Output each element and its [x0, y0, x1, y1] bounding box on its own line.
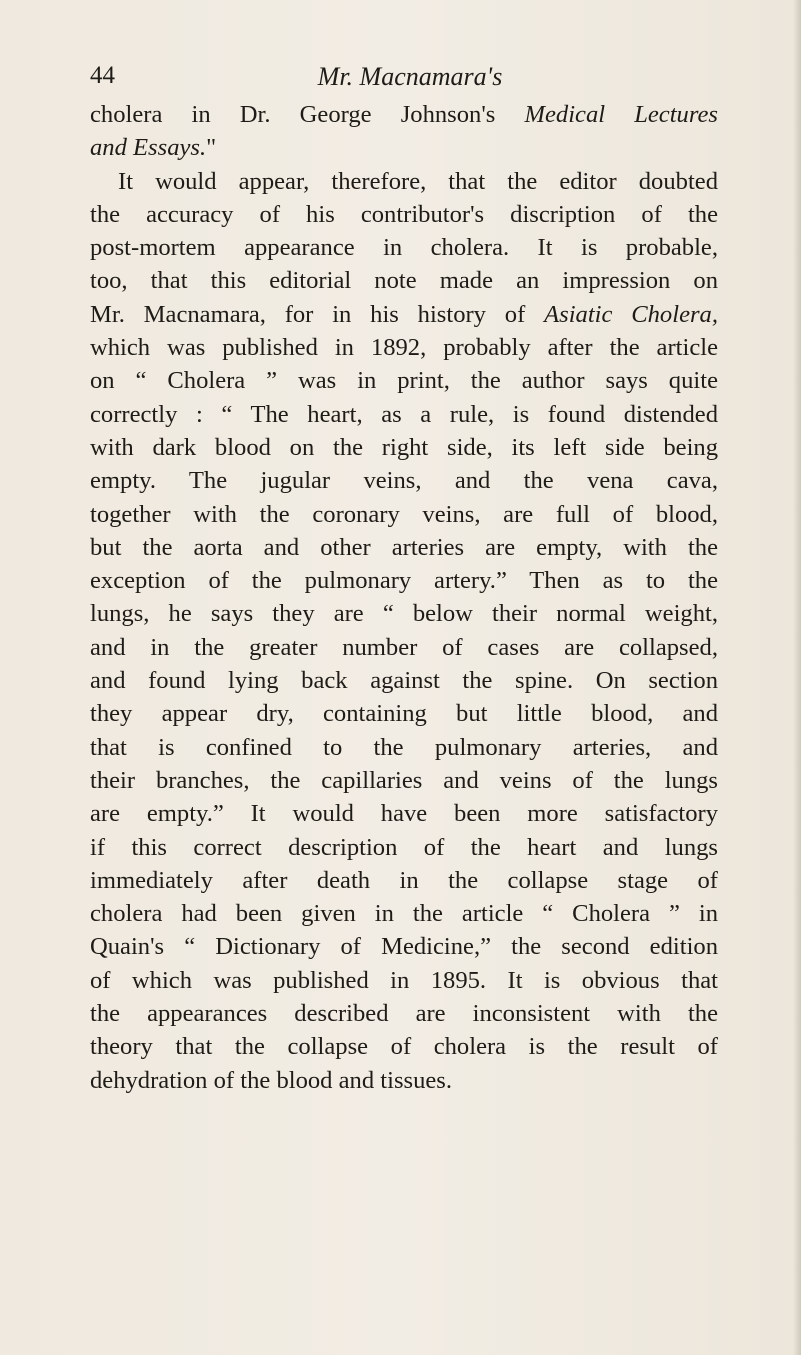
text-line [90, 498, 718, 531]
text-run: exception of the pulmonary artery.” Then as to the [90, 567, 718, 595]
text-line [90, 797, 718, 830]
italic-text: and Essays. [90, 134, 207, 162]
text-line [90, 597, 718, 630]
text-run: theory that the collapse of cholera is the result of [90, 1033, 718, 1061]
text-line [90, 464, 718, 497]
text-line [90, 864, 718, 897]
body-text [90, 98, 718, 1097]
text-run: on “ Cholera ” was in print, the author says quite [90, 367, 718, 395]
text-run: lungs, he says they are “ below their normal weight, [90, 600, 718, 628]
text-line [90, 298, 718, 331]
text-run: post-mortem appearance in cholera. It is probable, [90, 234, 718, 262]
text-line [90, 764, 718, 797]
text-line [90, 198, 718, 231]
page-edge-shadow [793, 0, 801, 1355]
paragraph-2 [90, 165, 718, 1097]
text-line [90, 831, 718, 864]
text-line [90, 997, 718, 1030]
text-run: cholera had been given in the article “ Cholera ” in [90, 900, 718, 928]
text-line [90, 631, 718, 664]
text-run: of which was published in 1895. It is obvious that [90, 966, 718, 994]
page-number: 44 [90, 62, 115, 89]
text-run: they appear dry, containing but little blood, and [90, 700, 718, 728]
page-header [90, 62, 730, 102]
text-line [90, 431, 718, 464]
text-run: are empty.” It would have been more satisfactory [90, 800, 718, 828]
text-run: the accuracy of his contributor's discription of the [90, 200, 718, 228]
text-run: which was published in 1892, probably after the article [90, 334, 718, 362]
text-run: their branches, the capillaries and veins of the lungs [90, 766, 718, 794]
text-run: dehydration of the blood and tissues. [90, 1066, 453, 1094]
text-run: " [206, 134, 217, 162]
running-head: Mr. Macnamara's [317, 62, 503, 91]
text-line [90, 98, 718, 131]
text-line [90, 930, 718, 963]
text-line [90, 697, 718, 730]
text-run: and in the greater number of cases are collapsed, [90, 633, 718, 661]
text-run: and found lying back against the spine. On section [90, 667, 718, 695]
text-run: cholera in Dr. George Johnson's [90, 101, 525, 128]
text-line [90, 1064, 718, 1097]
text-run: the appearances described are inconsistent with the [90, 1000, 718, 1028]
text-line [90, 731, 718, 764]
italic-text: Medical Lectures [524, 101, 719, 128]
text-run: Quain's “ Dictionary of Medicine,” the second edition [90, 933, 718, 961]
text-line [90, 1030, 718, 1063]
text-run: It would appear, therefore, that the editor doubted [118, 167, 718, 195]
text-line [90, 231, 718, 264]
text-run: Mr. Macnamara, for in his history of [90, 300, 545, 328]
text-run: but the aorta and other arteries are empty, with the [90, 533, 718, 561]
text-line [90, 564, 718, 597]
text-line [90, 897, 718, 930]
italic-text: Asiatic Cholera, [544, 300, 718, 328]
text-line [90, 531, 718, 564]
text-run: too, that this editorial note made an impression on [90, 267, 718, 295]
text-line [90, 165, 718, 198]
paragraph-1 [90, 98, 718, 165]
text-line [90, 131, 718, 164]
text-run: empty. The jugular veins, and the vena cava, [90, 467, 718, 495]
text-line [90, 664, 718, 697]
text-run: with dark blood on the right side, its left side being [90, 433, 718, 461]
text-line [90, 398, 718, 431]
text-run: together with the coronary veins, are full of blood, [90, 500, 718, 528]
text-line [90, 264, 718, 297]
text-run: if this correct description of the heart and lungs [90, 833, 718, 861]
text-run: immediately after death in the collapse stage of [90, 866, 718, 894]
text-run: correctly : “ The heart, as a rule, is found distended [90, 400, 718, 428]
text-line [90, 331, 718, 364]
text-line [90, 964, 718, 997]
text-line [90, 364, 718, 397]
text-run: that is confined to the pulmonary arteries, and [90, 733, 718, 761]
